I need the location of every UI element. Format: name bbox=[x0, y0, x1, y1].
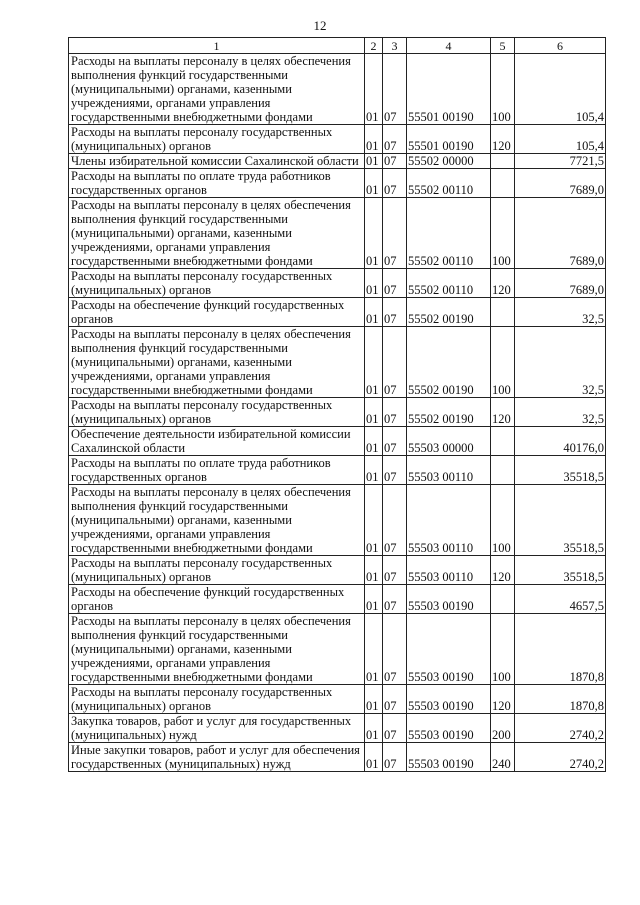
amount: 105,4 bbox=[515, 125, 606, 154]
table-row bbox=[69, 169, 606, 198]
amount: 4657,5 bbox=[515, 585, 606, 614]
subsection-code: 07 bbox=[383, 198, 407, 269]
expense-type-code bbox=[491, 169, 515, 198]
expense-name: Иные закупки товаров, работ и услуг для обеспечения государственных (муниципальных) нужд bbox=[69, 743, 365, 772]
section-code: 01 bbox=[365, 485, 383, 556]
amount: 2740,2 bbox=[515, 714, 606, 743]
expense-name: Расходы на выплаты персоналу государственных (муниципальных) органов bbox=[69, 269, 365, 298]
subsection-code: 07 bbox=[383, 485, 407, 556]
table-row bbox=[69, 614, 606, 685]
amount: 7689,0 bbox=[515, 269, 606, 298]
target-article-code: 55502 00190 bbox=[407, 398, 491, 427]
subsection-code: 07 bbox=[383, 556, 407, 585]
amount: 35518,5 bbox=[515, 485, 606, 556]
section-code: 01 bbox=[365, 298, 383, 327]
subsection-code: 07 bbox=[383, 169, 407, 198]
section-code: 01 bbox=[365, 556, 383, 585]
target-article-code: 55503 00110 bbox=[407, 485, 491, 556]
section-code: 01 bbox=[365, 125, 383, 154]
expense-type-code: 100 bbox=[491, 198, 515, 269]
expense-type-code bbox=[491, 585, 515, 614]
amount: 1870,8 bbox=[515, 685, 606, 714]
target-article-code: 55502 00000 bbox=[407, 154, 491, 169]
expense-name: Расходы на выплаты персоналу государственных (муниципальных) органов bbox=[69, 125, 365, 154]
table-row bbox=[69, 327, 606, 398]
section-code: 01 bbox=[365, 585, 383, 614]
column-header: 3 bbox=[383, 38, 407, 54]
expense-type-code: 100 bbox=[491, 614, 515, 685]
subsection-code: 07 bbox=[383, 685, 407, 714]
table-row bbox=[69, 485, 606, 556]
table-body bbox=[69, 54, 606, 772]
table-row bbox=[69, 298, 606, 327]
budget-table bbox=[68, 37, 606, 772]
expense-name: Расходы на выплаты персоналу государственных (муниципальных) органов bbox=[69, 556, 365, 585]
table-row bbox=[69, 743, 606, 772]
amount: 7721,5 bbox=[515, 154, 606, 169]
expense-name: Расходы на выплаты персоналу государственных (муниципальных) органов bbox=[69, 685, 365, 714]
table-row bbox=[69, 269, 606, 298]
expense-name: Закупка товаров, работ и услуг для государственных (муниципальных) нужд bbox=[69, 714, 365, 743]
section-code: 01 bbox=[365, 169, 383, 198]
expense-type-code: 120 bbox=[491, 398, 515, 427]
amount: 35518,5 bbox=[515, 456, 606, 485]
amount: 32,5 bbox=[515, 298, 606, 327]
subsection-code: 07 bbox=[383, 125, 407, 154]
target-article-code: 55503 00190 bbox=[407, 585, 491, 614]
table-row bbox=[69, 456, 606, 485]
subsection-code: 07 bbox=[383, 154, 407, 169]
table-row bbox=[69, 556, 606, 585]
subsection-code: 07 bbox=[383, 427, 407, 456]
amount: 32,5 bbox=[515, 327, 606, 398]
expense-name: Расходы на обеспечение функций государственных органов bbox=[69, 585, 365, 614]
table-row bbox=[69, 398, 606, 427]
expense-name: Расходы на выплаты персоналу в целях обеспечения выполнения функций государственными (муниципальными) органами, казенными учреждениями, органами управления государственными внебюджетными фондами bbox=[69, 327, 365, 398]
target-article-code: 55501 00190 bbox=[407, 54, 491, 125]
target-article-code: 55502 00110 bbox=[407, 269, 491, 298]
target-article-code: 55503 00190 bbox=[407, 743, 491, 772]
section-code: 01 bbox=[365, 327, 383, 398]
subsection-code: 07 bbox=[383, 269, 407, 298]
target-article-code: 55503 00190 bbox=[407, 614, 491, 685]
column-header: 4 bbox=[407, 38, 491, 54]
expense-name: Расходы на обеспечение функций государственных органов bbox=[69, 298, 365, 327]
amount: 2740,2 bbox=[515, 743, 606, 772]
section-code: 01 bbox=[365, 398, 383, 427]
section-code: 01 bbox=[365, 685, 383, 714]
expense-name: Обеспечение деятельности избирательной комиссии Сахалинской области bbox=[69, 427, 365, 456]
target-article-code: 55503 00110 bbox=[407, 456, 491, 485]
target-article-code: 55503 00190 bbox=[407, 714, 491, 743]
expense-name: Расходы на выплаты персоналу в целях обеспечения выполнения функций государственными (муниципальными) органами, казенными учреждениями, органами управления государственными внебюджетными фондами bbox=[69, 54, 365, 125]
amount: 105,4 bbox=[515, 54, 606, 125]
table-row bbox=[69, 427, 606, 456]
column-number-row bbox=[69, 38, 606, 54]
section-code: 01 bbox=[365, 427, 383, 456]
target-article-code: 55502 00110 bbox=[407, 169, 491, 198]
expense-type-code bbox=[491, 154, 515, 169]
page-number: 12 bbox=[313, 18, 327, 33]
table-row bbox=[69, 198, 606, 269]
expense-name: Расходы на выплаты по оплате труда работников государственных органов bbox=[69, 456, 365, 485]
amount: 1870,8 bbox=[515, 614, 606, 685]
section-code: 01 bbox=[365, 614, 383, 685]
expense-type-code: 120 bbox=[491, 556, 515, 585]
expense-type-code: 240 bbox=[491, 743, 515, 772]
table-row bbox=[69, 125, 606, 154]
section-code: 01 bbox=[365, 154, 383, 169]
subsection-code: 07 bbox=[383, 614, 407, 685]
expense-name: Расходы на выплаты персоналу государственных (муниципальных) органов bbox=[69, 398, 365, 427]
column-header: 5 bbox=[491, 38, 515, 54]
expense-type-code: 120 bbox=[491, 685, 515, 714]
amount: 35518,5 bbox=[515, 556, 606, 585]
column-header: 2 bbox=[365, 38, 383, 54]
subsection-code: 07 bbox=[383, 456, 407, 485]
expense-type-code: 200 bbox=[491, 714, 515, 743]
amount: 40176,0 bbox=[515, 427, 606, 456]
expense-type-code bbox=[491, 427, 515, 456]
subsection-code: 07 bbox=[383, 327, 407, 398]
expense-name: Расходы на выплаты персоналу в целях обеспечения выполнения функций государственными (муниципальными) органами, казенными учреждениями, органами управления государственными внебюджетными фондами bbox=[69, 614, 365, 685]
column-header: 6 bbox=[515, 38, 606, 54]
subsection-code: 07 bbox=[383, 298, 407, 327]
amount: 32,5 bbox=[515, 398, 606, 427]
target-article-code: 55503 00190 bbox=[407, 685, 491, 714]
section-code: 01 bbox=[365, 54, 383, 125]
section-code: 01 bbox=[365, 269, 383, 298]
table-row bbox=[69, 585, 606, 614]
table-row bbox=[69, 714, 606, 743]
expense-type-code: 100 bbox=[491, 485, 515, 556]
section-code: 01 bbox=[365, 456, 383, 485]
expense-type-code: 120 bbox=[491, 125, 515, 154]
table-row bbox=[69, 685, 606, 714]
subsection-code: 07 bbox=[383, 743, 407, 772]
target-article-code: 55502 00110 bbox=[407, 198, 491, 269]
column-header: 1 bbox=[69, 38, 365, 54]
subsection-code: 07 bbox=[383, 714, 407, 743]
expense-type-code: 100 bbox=[491, 327, 515, 398]
table-row bbox=[69, 154, 606, 169]
expense-name: Расходы на выплаты по оплате труда работников государственных органов bbox=[69, 169, 365, 198]
section-code: 01 bbox=[365, 743, 383, 772]
target-article-code: 55502 00190 bbox=[407, 327, 491, 398]
section-code: 01 bbox=[365, 198, 383, 269]
target-article-code: 55502 00190 bbox=[407, 298, 491, 327]
table-row bbox=[69, 54, 606, 125]
subsection-code: 07 bbox=[383, 398, 407, 427]
expense-type-code: 120 bbox=[491, 269, 515, 298]
target-article-code: 55503 00000 bbox=[407, 427, 491, 456]
subsection-code: 07 bbox=[383, 54, 407, 125]
expense-type-code bbox=[491, 298, 515, 327]
expense-type-code: 100 bbox=[491, 54, 515, 125]
amount: 7689,0 bbox=[515, 198, 606, 269]
subsection-code: 07 bbox=[383, 585, 407, 614]
expense-name: Члены избирательной комиссии Сахалинской области bbox=[69, 154, 365, 169]
amount: 7689,0 bbox=[515, 169, 606, 198]
expense-name: Расходы на выплаты персоналу в целях обеспечения выполнения функций государственными (муниципальными) органами, казенными учреждениями, органами управления государственными внебюджетными фондами bbox=[69, 198, 365, 269]
expense-type-code bbox=[491, 456, 515, 485]
target-article-code: 55501 00190 bbox=[407, 125, 491, 154]
target-article-code: 55503 00110 bbox=[407, 556, 491, 585]
section-code: 01 bbox=[365, 714, 383, 743]
expense-name: Расходы на выплаты персоналу в целях обеспечения выполнения функций государственными (муниципальными) органами, казенными учреждениями, органами управления государственными внебюджетными фондами bbox=[69, 485, 365, 556]
